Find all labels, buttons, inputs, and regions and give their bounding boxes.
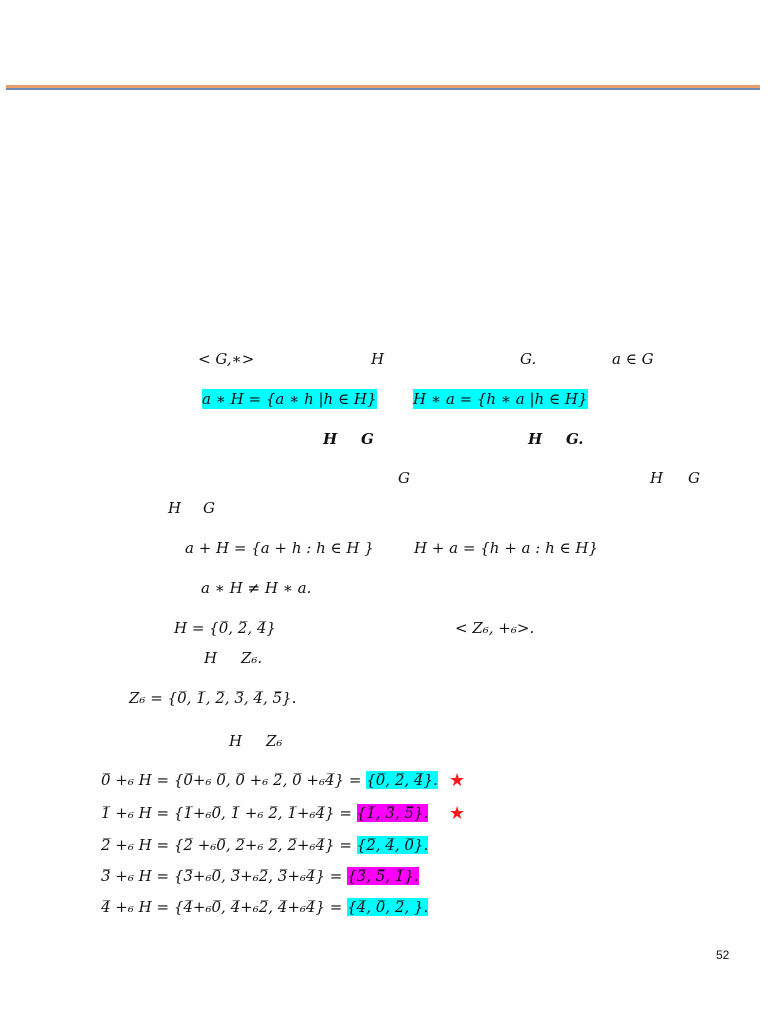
bold-group-symbol: G bbox=[361, 430, 374, 448]
coset-row bbox=[101, 866, 419, 886]
subgroup-symbol: H bbox=[371, 350, 385, 368]
coset-expression: 2̅ +₆ H = {2̅ +₆0̅, 2̅+₆ 2̅, 2̅+₆4̅} = bbox=[101, 836, 352, 854]
star-icon: ★ bbox=[449, 803, 466, 824]
subgroup-symbol: H bbox=[168, 499, 182, 517]
coset-result: {1̅, 3̅, 5̅}. bbox=[356, 804, 429, 822]
bold-subgroup-symbol: H bbox=[528, 430, 543, 448]
example-group: < Z₆, +₆>. bbox=[455, 619, 535, 637]
subgroup-symbol: H bbox=[204, 649, 218, 667]
coset-result: {4̅, 0̅, 2̅, }. bbox=[347, 898, 429, 916]
additive-left-coset: a + H = {a + h : h ∈ H } bbox=[185, 539, 374, 557]
left-coset-definition: a ∗ H = {a ∗ h |h ∈ H} bbox=[202, 390, 377, 408]
coset-row bbox=[101, 770, 438, 790]
star-icon: ★ bbox=[449, 770, 466, 791]
element-membership: a ∈ G bbox=[612, 350, 654, 368]
z6-symbol: Z₆. bbox=[241, 649, 263, 667]
group-symbol: G bbox=[203, 499, 215, 517]
coset-result: {2̅, 4̅, 0̅}. bbox=[356, 836, 429, 854]
coset-row bbox=[101, 803, 428, 823]
group-notation: < G,∗> bbox=[198, 350, 255, 368]
additive-right-coset: H + a = {h + a : h ∈ H} bbox=[414, 539, 598, 557]
coset-expression: 0̅ +₆ H = {0̅+₆ 0̅, 0̅ +₆ 2̅, 0̅ +₆4̅} = bbox=[101, 771, 362, 789]
example-subgroup-set: H = {0̅, 2̅, 4̅} bbox=[174, 619, 276, 637]
page-number: 52 bbox=[716, 948, 730, 962]
coset-expression: 1̅ +₆ H = {1̅+₆0̅, 1̅ +₆ 2̅, 1̅+₆4̅} = bbox=[101, 804, 352, 822]
group-symbol: G bbox=[398, 469, 410, 487]
coset-inequality: a ∗ H ≠ H ∗ a. bbox=[201, 579, 312, 597]
subgroup-symbol: H bbox=[229, 732, 243, 750]
bold-group-symbol: G. bbox=[566, 430, 584, 448]
group-symbol: G. bbox=[520, 350, 537, 368]
coset-row bbox=[101, 835, 428, 855]
coset-result: {0̅, 2̅, 4̅}. bbox=[366, 771, 438, 789]
coset-row bbox=[101, 897, 428, 917]
group-symbol: G bbox=[688, 469, 700, 487]
coset-expression: 3̅ +₆ H = {3̅+₆0̅, 3̅+₆2̅, 3̅+₆4̅} = bbox=[101, 867, 343, 885]
right-coset-definition: H ∗ a = {h ∗ a |h ∈ H} bbox=[413, 390, 588, 408]
subgroup-symbol: H bbox=[650, 469, 664, 487]
z6-symbol: Z₆ bbox=[266, 732, 283, 750]
coset-expression: 4̅ +₆ H = {4̅+₆0̅, 4̅+₆2̅, 4̅+₆4̅} = bbox=[101, 898, 343, 916]
header-rule-accent bbox=[6, 88, 760, 90]
z6-set: Z₆ = {0̅, 1̅, 2̅, 3̅, 4̅, 5̅}. bbox=[129, 689, 297, 707]
coset-result: {3̅, 5̅, 1̅}. bbox=[347, 867, 419, 885]
bold-subgroup-symbol: H bbox=[323, 430, 338, 448]
